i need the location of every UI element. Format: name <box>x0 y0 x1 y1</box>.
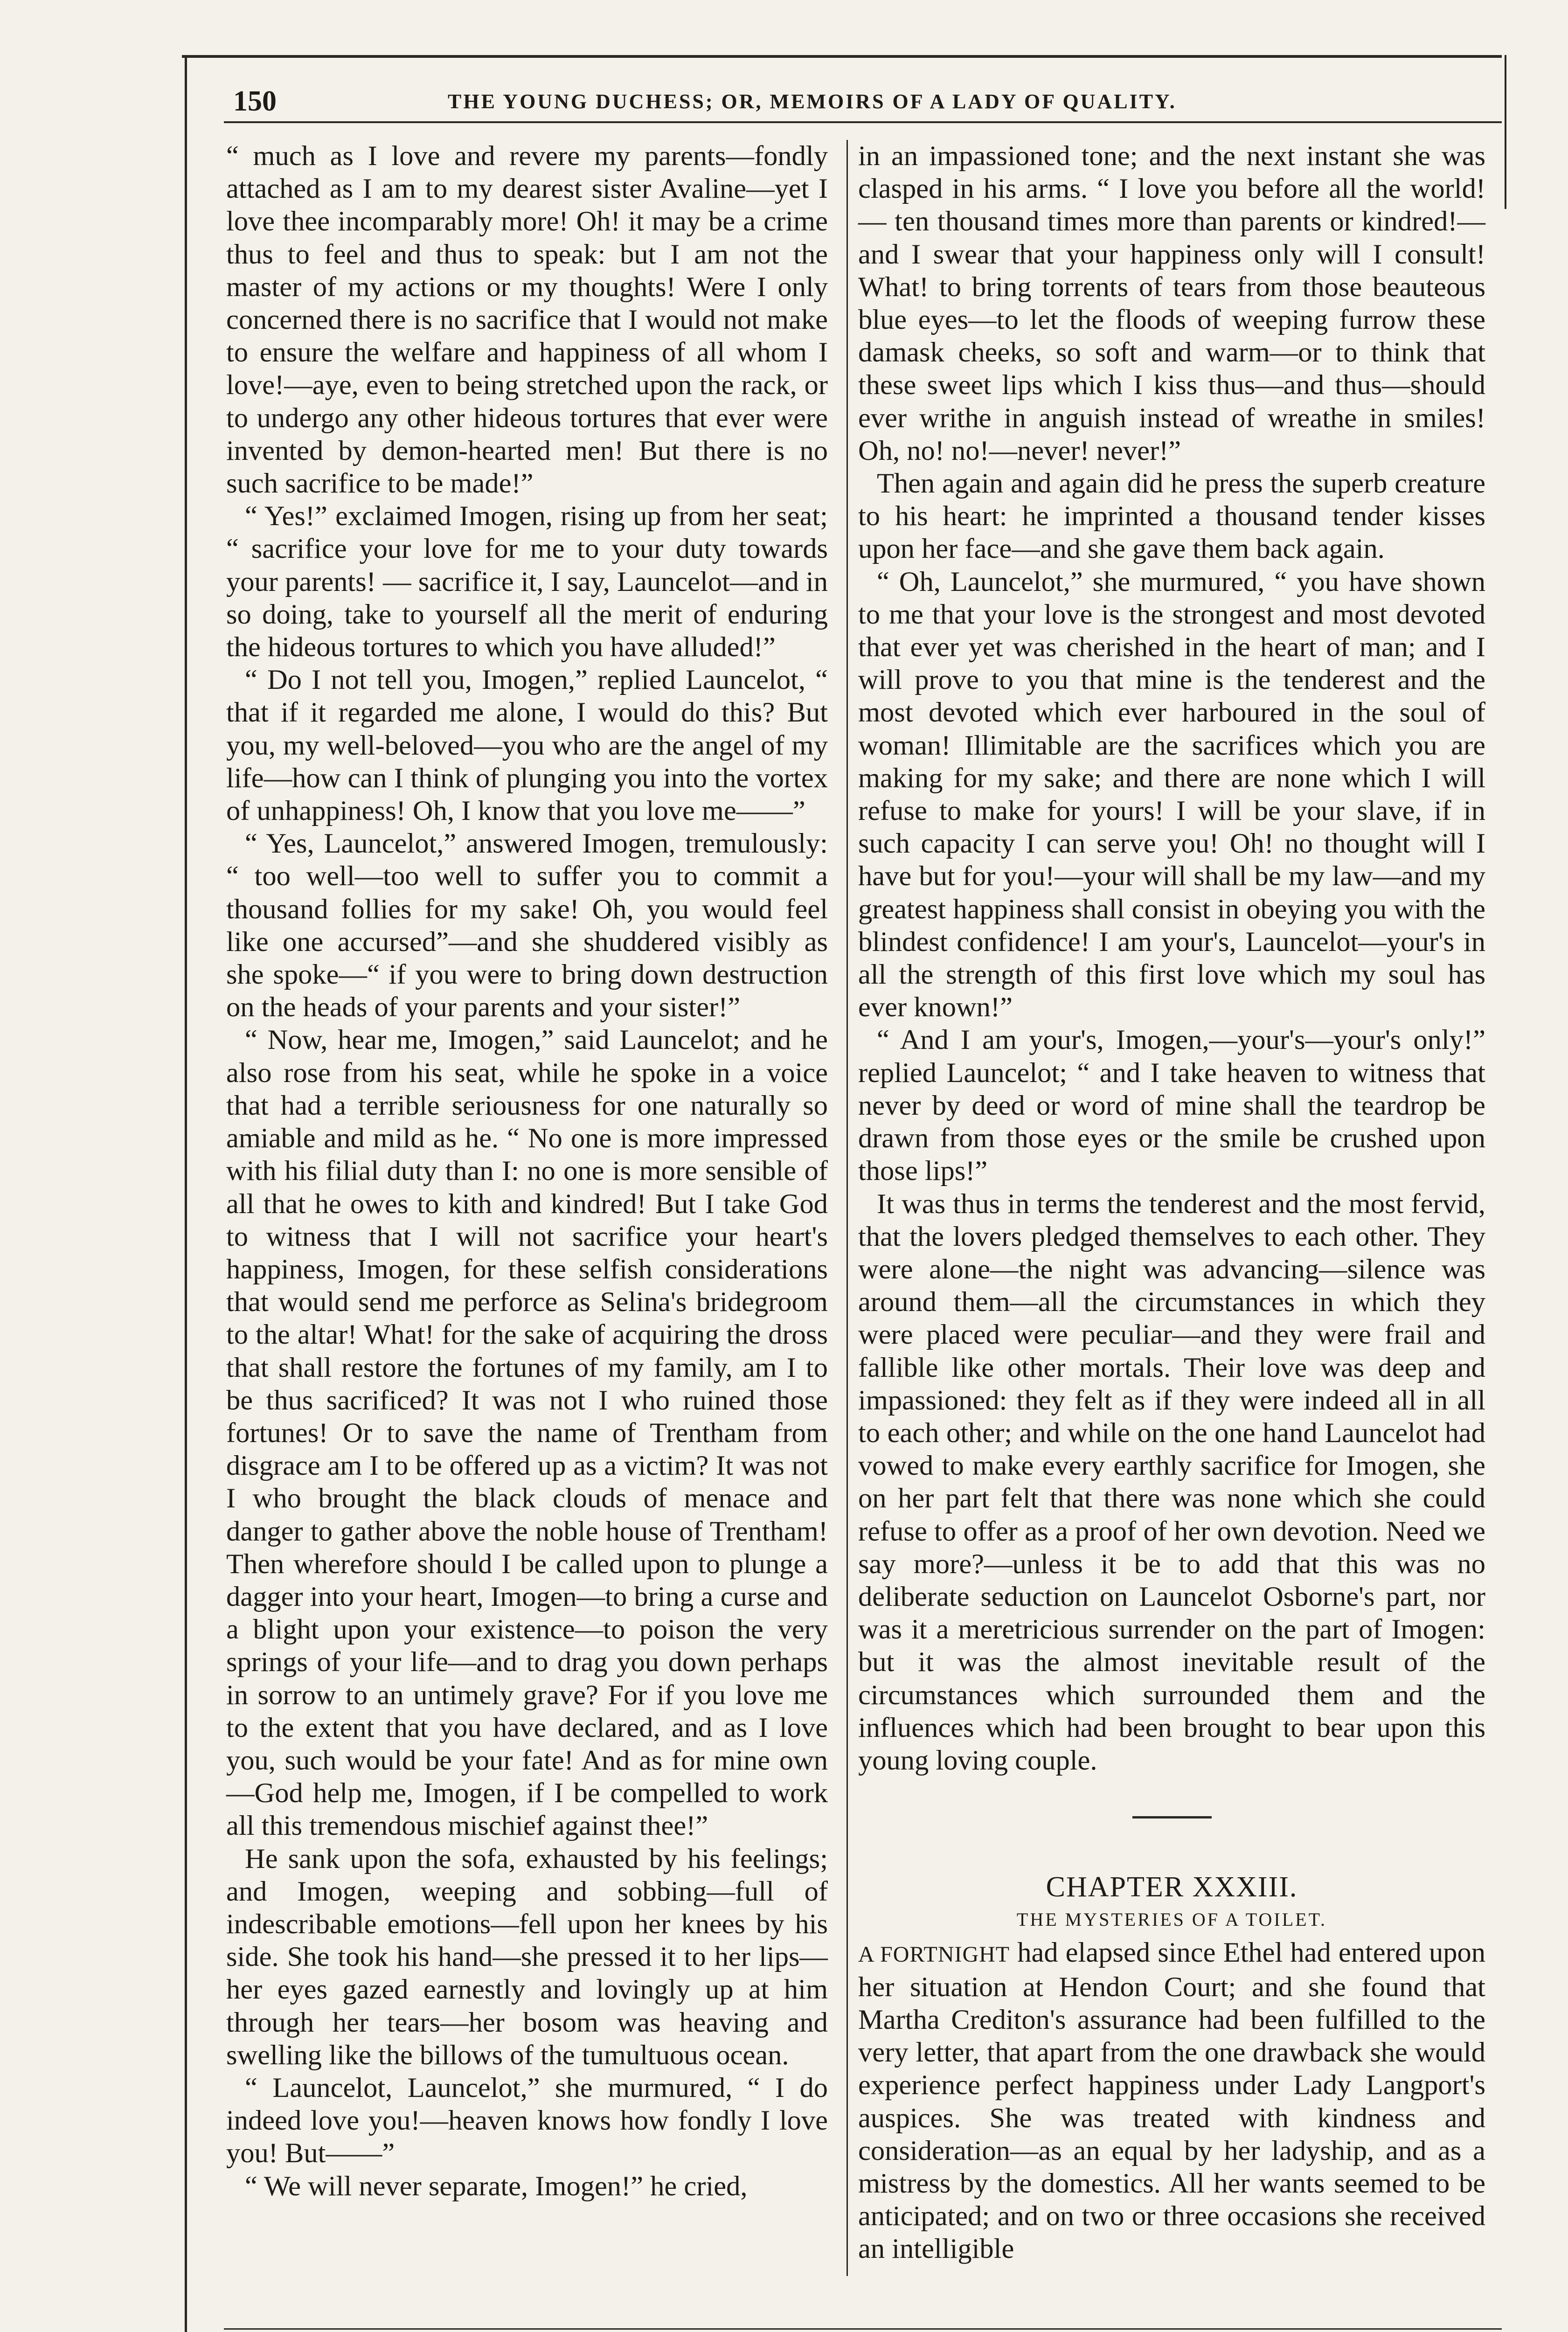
chapter-separator-rule <box>1132 1816 1212 1818</box>
right-border-rule <box>1505 55 1506 209</box>
paragraph: “ Oh, Launcelot,” she murmured, “ you have shown to me that your love is the strongest and most devoted that ever yet was cherished in the heart of man; and I will prove to you that mine is the tenderest and the most devoted which ever harboured in the soul of woman! Illimitable are the sacrifices which you are making for my sake; and there are none which I will refuse to make for yours! I will be your slave, if in such capacity I can serve you! Oh! no thought will I have but for you!—your will shall be my law—and my greatest happiness shall consist in obeying you with the blindest confidence! I am your's, Launcelot—your's in all the strength of this first love which my soul has ever known!” <box>858 566 1485 1023</box>
paragraph: Then again and again did he press the superb creature to his heart: he imprinted a thousand tender kisses upon her face—and she gave them back again. <box>858 468 1485 565</box>
paragraph: “ Now, hear me, Imogen,” said Launcelot; and he also rose from his seat, while he spoke in a voice that had a terrible seriousness for one naturally so amiable and mild as he. “ No one is more impressed with his filial duty than I: no one is more sensible of all that he owes to kith and kindred! But I take God to witness that I will not sacrifice your heart's happiness, Imogen, for these selfish considerations that would send me perforce as Selina's bridegroom to the altar! What! for the sake of acquiring the dross that shall restore the fortunes of my family, am I to be thus sacrificed? It was not I who ruined those fortunes! Or to save the name of Trentham from disgrace am I to be offered up as a victim? It was not I who brought the black clouds of menace and danger to gather above the noble house of Trentham! Then wherefore should I be called upon to plunge a dagger into your heart, Imogen—to bring a curse and a blight upon your existence—to poison the very springs of your life—and to drag you down perhaps in sorrow to an untimely grave? For if you love me to the extent that you have declared, and as I love you, such would be your fate! And as for mine own—God help me, Imogen, if I be compelled to work all this tremendous mischief against thee!” <box>226 1024 828 1842</box>
paragraph: “ We will never separate, Imogen!” he cried, <box>245 2170 748 2202</box>
paragraph: He sank upon the sofa, exhausted by his feelings; and Imogen, weeping and sobbing—full of indescribable emotions—fell upon her knees by his side. She took his hand—she pressed it to her lips—her eyes gazed earnestly and lovingly up at him through her tears—her bosom was heaving and swelling like the billows of the tumultuous ocean. <box>226 1843 828 2071</box>
chapter-subtitle: THE MYSTERIES OF A TOILET. <box>1016 1909 1327 1930</box>
top-border-rule <box>182 55 1502 58</box>
paragraph: It was thus in terms the tenderest and the most fervid, that the lovers pledged themselves to each other. They were alone—the night was advancing—silence was around them—all the circumstances in which they were placed were peculiar—and they were frail and fallible like other mortals. Their love was deep and impassioned: they felt as if they were indeed all in all to each other; and while on the one hand Launcelot had vowed to make every earthly sacrifice for Imogen, she on her part felt that there was none which she could refuse to offer as a proof of her own devotion. Need we say more?—unless it be to add that this was no deliberate seduction on Launcelot Osborne's part, nor was it a meretricious surrender on the part of Imogen: but it was the almost inevitable result of the circumstances which surrounded them and the influences which had been brought to bear upon this young loving couple. <box>858 1188 1485 1776</box>
page-number: 150 <box>233 85 277 117</box>
opening-small-caps: A FORTNIGHT <box>858 1942 1010 1967</box>
running-title: THE YOUNG DUCHESS; OR, MEMOIRS OF A LADY OF QUALITY. <box>448 90 1177 113</box>
paragraph: “ And I am your's, Imogen,—your's—your's only!” replied Launcelot; “ and I take heaven to witness that never by deed or word of mine shall the teardrop be drawn from those eyes or the smile be crushed upon those lips!” <box>858 1024 1485 1187</box>
paragraph: “ Yes, Launcelot,” answered Imogen, tremulously: “ too well—too well to suffer you to commit a thousand follies for my sake! Oh, you would feel like one accursed”—and she shuddered visibly as she spoke—“ if you were to bring down destruction on the heads of your parents and your sister!” <box>226 828 828 1023</box>
paragraph: “ Launcelot, Launcelot,” she murmured, “ I do indeed love you!—heaven knows how fondly I love you! But——” <box>226 2072 828 2169</box>
paragraph: “ much as I love and revere my parents—fondly attached as I am to my dearest sister Avaline—yet I love thee incomparably more! Oh! it may be a crime thus to feel and thus to speak: but I am not the master of my actions or my thoughts! Were I only concerned there is no sacrifice that I would not make to ensure the welfare and happiness of all whom I love!—aye, even to being stretched upon the rack, or to undergo any other hideous tortures that ever were invented by demon-hearted men! But there is no such sacrifice to be made!” <box>226 140 828 500</box>
paragraph: “ Yes!” exclaimed Imogen, rising up from her seat; “ sacrifice your love for me to your duty towards your parents! — sacrifice it, I say, Launcelot—and in so doing, take to yourself all the merit of enduring the hideous tortures to which you have alluded!” <box>226 500 828 663</box>
left-column <box>226 140 828 2203</box>
paragraph: “ Do I not tell you, Imogen,” replied Launcelot, “ that if it regarded me alone, I would do this? But you, my well-beloved—you who are the angel of my life—how can I think of plunging you into the vortex of unhappiness! Oh, I know that you love me——” <box>226 664 828 827</box>
right-column <box>858 140 1485 2266</box>
opening-text: had elapsed since Ethel had entered upon her situation at Hendon Court; and she found that Martha Crediton's assurance had been fulfilled to the very letter, that apart from the one drawback she would experience perfect happiness under Lady Langport's auspices. She was treated with kindness and consideration—as an equal by her ladyship, and as a mistress by the domestics. All her wants seemed to be anticipated; and on two or three occasions she received an intelligible <box>858 1936 1485 2265</box>
column-divider <box>846 140 848 2276</box>
left-border-rule <box>185 55 187 2332</box>
chapter-title: CHAPTER XXXIII. <box>1046 1871 1298 1903</box>
inner-bottom-rule <box>224 2328 1502 2330</box>
paragraph: in an impassioned tone; and the next instant she was clasped in his arms. “ I love you before all the world! — ten thousand times more than parents or kindred!—and I swear that your happiness only will I consult! What! to bring torrents of tears from those beauteous blue eyes—to let the floods of weeping furrow these damask cheeks, so soft and warm—or to think that these sweet lips which I kiss thus—and thus—should ever writhe in anguish instead of wreathe in smiles! Oh, no! no!—never! never!” <box>858 140 1485 466</box>
chapter-opening-paragraph <box>858 1936 1485 2266</box>
header-rule <box>224 121 1502 123</box>
